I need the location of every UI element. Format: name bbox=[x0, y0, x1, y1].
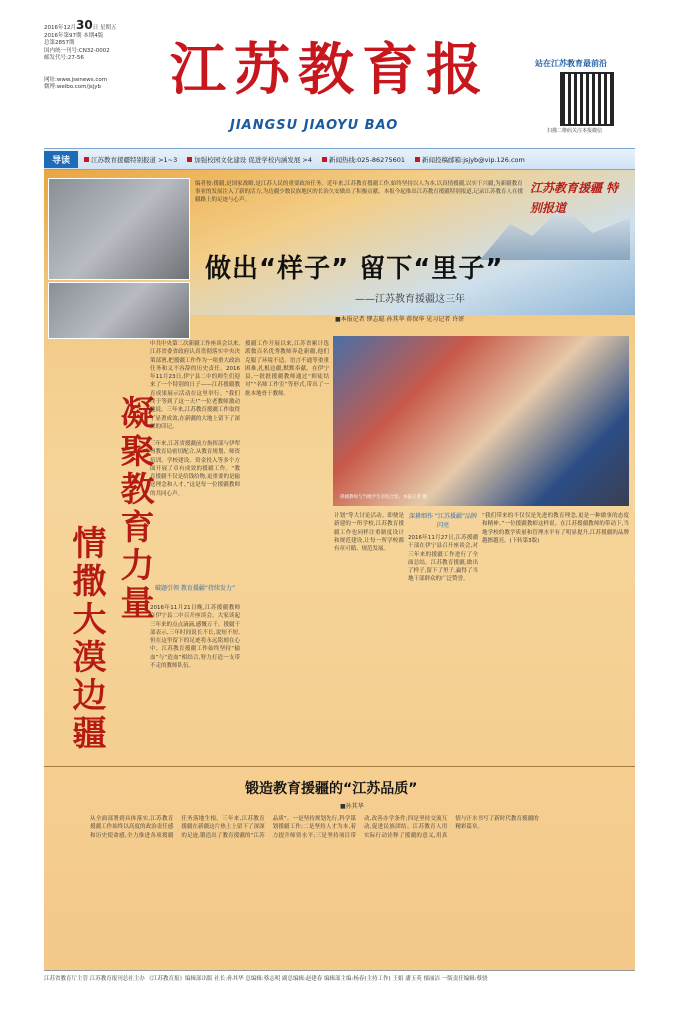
cn-number: 国内统一刊号:CN32-0002 bbox=[44, 47, 110, 54]
body-column: 2016年11月27日,江苏援疆干部在伊宁县召开座谈会,对三年来的援疆工作进行了全面总结。江苏教育援疆,做出了样子,留下了里子,赢得了当地干部群众的广泛赞誉。 bbox=[408, 535, 478, 583]
index-item[interactable]: 江苏教育援疆特别报道 >1~3 bbox=[84, 155, 177, 164]
photo-caption: 援疆教师与当地学生亲切合影。本报记者 摄 bbox=[340, 495, 427, 500]
masthead-meta bbox=[44, 18, 164, 92]
index-bar bbox=[44, 148, 635, 170]
total-issue: 总第2857期 bbox=[44, 40, 75, 46]
editor-note: 编者按:援疆,是国家战略,是江苏人民的重要政治任务。近年来,江苏教育援疆工作,始终坚持以人为本,以真情援疆,以实干兴疆,为新疆教育事业的发展注入了新的活力,为边疆少数民族地区的长治久安做出了积极贡献。本报今起推出江苏教育援疆特别报道,记录江苏教育人在援疆路上的足迹与心声。 bbox=[195, 181, 524, 203]
section-subhead: 破题引领 教育援疆“持续发力” bbox=[154, 585, 236, 592]
body-column: 2016年11月21日晚,江苏援疆教师在伊宁县二中召开座谈会。大家谈起三年来的点点滴滴,感慨万千。援疆干部表示,三年时间说长不长,说短不短,但在这里留下的足迹将永远铭刻在心中。江苏教育援疆工作始终坚持“输血”与“造血”相结合,努力打造一支带不走的教师队伍。 bbox=[150, 605, 240, 670]
section2-body: 从全面部署到具体落实,江苏教育援疆工作始终以高度的政治责任感和历史使命感,全力推进各项援疆任务落地生根。三年来,江苏教育援疆在新疆这片热土上留下了深深的足迹,锻造出了教育援疆的“江苏品质”。一是坚持规划先行,科学谋划援疆工作;二是坚持人才为本,着力提升师资水平;三是坚持项目带动,改善办学条件;四是坚持交流互动,促进民族团结。江苏教育人用实际行动诠释了援疆的意义,用真情与汗水书写了新时代教育援疆的精彩篇章。 bbox=[90, 816, 539, 839]
section-divider bbox=[44, 766, 635, 767]
body-column: 援疆工作开展以来,江苏省累计选派数百名优秀教师奔赴新疆,他们克服了环境不适、语言不通等重重困难,扎根边疆,默默奉献。在伊宁县,一批批援疆教师通过“师徒结对”“名师工作室”等形式,带出了一批本地骨干教师。 bbox=[245, 341, 329, 397]
qr-caption: 扫描二维码关注本报微信 bbox=[547, 128, 603, 134]
newspaper-pinyin: JIANGSU JIAOYU BAO bbox=[230, 118, 399, 133]
issue-info: 2016年第97期 本期4版 bbox=[44, 32, 104, 39]
date-day: 30 bbox=[76, 18, 93, 32]
body-column: 中共中央第二次新疆工作座谈会以来,江苏省委省政府认真贯彻落实中央决策部署,把援疆工作作为一项重大政治任务和义不容辞的历史责任。2016年11月23日,伊宁县二中的师生们迎来了一个特别的日子——江苏援疆教育成果展示活动在这里举行。“我们终于等到了这一天!”一位老教师激动地说。三年来,江苏教育援疆工作取得了显著成效,在新疆的大地上留下了深深的印记。 bbox=[150, 341, 240, 430]
subheadline: ——江苏教育援疆这三年 bbox=[355, 294, 465, 305]
index-item[interactable]: 新闻投稿邮箱:jsjyb@vip.126.com bbox=[415, 155, 525, 164]
section2-byline: ■孙其华 bbox=[340, 803, 364, 810]
banner-photo-1 bbox=[48, 178, 190, 280]
bullet-icon bbox=[322, 157, 327, 162]
date-line: 2016年12月 bbox=[44, 25, 76, 31]
index-item[interactable]: 加强校园文化建设 促进学校内涵发展 >4 bbox=[187, 155, 312, 164]
bullet-icon bbox=[187, 157, 192, 162]
body-column: 计划“等大讨论活动。即便是新建的一所学校,江苏教育援疆工作也同样注重制度设计和规范建设,让每一所学校都有章可循、规范发展。 bbox=[334, 513, 404, 553]
qr-code-icon[interactable] bbox=[560, 72, 614, 126]
vertical-slogan-2: 情撒大漠边疆 bbox=[66, 525, 106, 753]
byline: ■本报记者 缪志聪 孙其华 蒋保华 见习记者 许妍 bbox=[335, 316, 465, 323]
bullet-icon bbox=[415, 157, 420, 162]
website[interactable]: 网址:www.jsenews.com bbox=[44, 76, 108, 83]
banner-photo-2 bbox=[48, 282, 190, 339]
main-photo bbox=[333, 336, 629, 506]
section2-title: 锻造教育援疆的“江苏品质” bbox=[245, 781, 418, 797]
body-column: “我们带来的不仅仅是先进的教育理念,更是一种做事的态度和精神。”一位援疆教师这样说。在江苏援疆教师的带动下,当地学校的教学质量和管理水平有了明显提升,江苏援疆的品牌越擦越亮。(下转第3版) bbox=[482, 513, 629, 544]
footer-rule bbox=[44, 970, 635, 971]
footer: 江苏省教育厅主管 江苏教育报刊总社主办 《江苏教育报》编辑部出版 社长:孙其华 总编辑:蔡志明 副总编辑:赵建春 编辑部主编:杨春(主持工作) 王娟 潘玉英 郁丽洁 一版责任编辑:蔡骁 bbox=[44, 976, 488, 982]
date-weekday: 日 星期五 bbox=[92, 25, 117, 31]
headline: 做出“样子” 留下“里子” bbox=[205, 254, 504, 284]
special-report-title: 江苏教育援疆 特别报道 bbox=[530, 181, 619, 215]
section-subhead: 深耕细作 “江苏援疆”品牌闪亮 bbox=[408, 513, 478, 529]
tagline: 站在江苏教育最前沿 bbox=[535, 59, 607, 68]
index-item[interactable]: 新闻热线:025-86275601 bbox=[322, 155, 405, 164]
vertical-slogan-1: 凝聚教育力量 bbox=[114, 395, 154, 623]
bullet-icon bbox=[84, 157, 89, 162]
newspaper-title: 江苏教育报 bbox=[170, 37, 490, 103]
weibo[interactable]: 微博:weibo.com/jsjyb bbox=[44, 84, 102, 90]
post-code: 邮发代号:27-56 bbox=[44, 55, 84, 61]
body-column: 三年来,江苏省援疆前方指挥部与伊犁州教育局密切配合,从教育规划、师资培训、学校建设、资金投入等多个方面开展了卓有成效的援疆工作。“教育援疆不仅是给钱给物,更重要的是输送理念和人才。”这是每一位援疆教师的共同心声。 bbox=[150, 441, 240, 497]
index-label: 导读 bbox=[44, 151, 78, 168]
